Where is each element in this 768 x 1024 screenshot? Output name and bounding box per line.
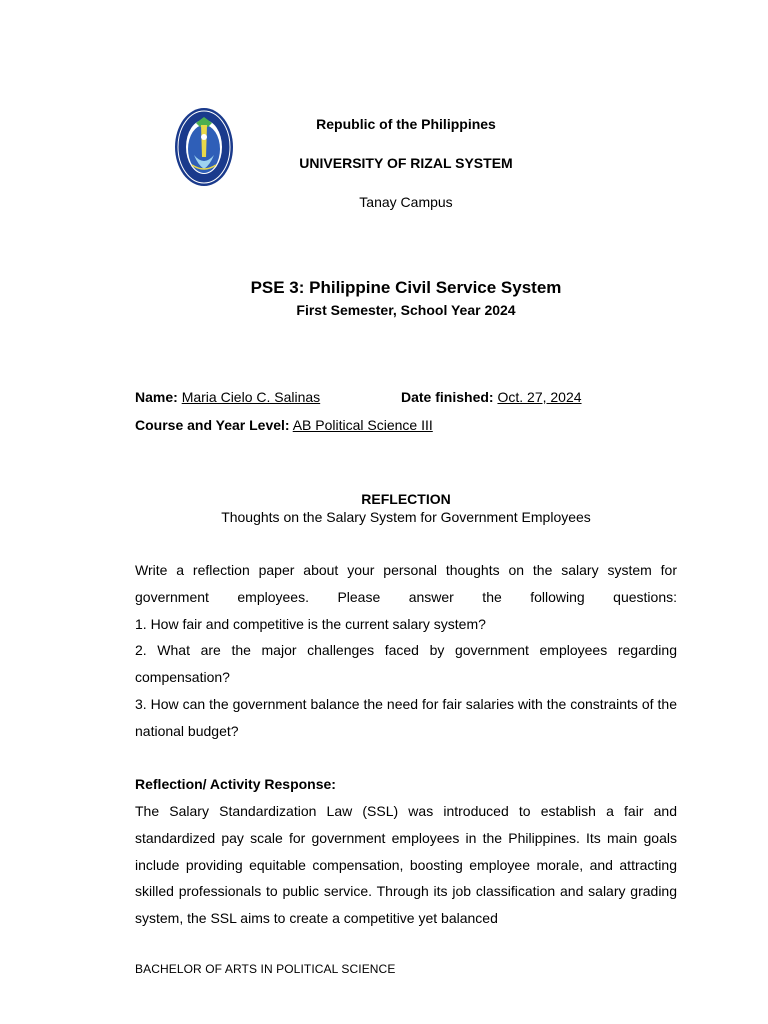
course-title: PSE 3: Philippine Civil Service System [250,278,562,297]
prompt-question: 1. How fair and competitive is the current salary system? [135,615,486,632]
prompt-question: 3. How can the government balance the need for fair salaries with the constraints of the national budget? [135,695,677,739]
university-heading: UNIVERSITY OF RIZAL SYSTEM [299,155,513,171]
course-year-label: Course and Year Level: [135,417,290,433]
prompt-intro: Write a reflection paper about your personal thoughts on the salary system for government employees. Please answer the following questions: [135,562,677,605]
course-year-value: AB Political Science III [292,417,433,433]
date-label: Date finished: [401,389,494,405]
response-heading: Reflection/ Activity Response: [135,776,336,792]
page-footer: BACHELOR OF ARTS IN POLITICAL SCIENCE [135,962,396,976]
prompt-question: 2. What are the major challenges faced by government employees regarding compensation? [135,642,677,686]
name-label: Name: [135,389,178,405]
prompt-block [135,557,677,745]
campus-heading: Tanay Campus [359,194,453,210]
date-row [401,389,582,405]
course-year-row [135,417,433,433]
date-finished: Oct. 27, 2024 [497,389,582,405]
name-row [135,389,320,405]
reflection-subheading: Thoughts on the Salary System for Government Employees [221,509,591,525]
course-term: First Semester, School Year 2024 [296,302,516,318]
country-heading: Republic of the Philippines [316,116,496,132]
reflection-heading: REFLECTION [361,491,451,507]
response-text: The Salary Standardization Law (SSL) was introduced to establish a fair and standardized pay scale for government employees in the Philippines. Its main goals include providing equitable compensation, boosting employee morale, and attracting skilled professionals to public service. Through its job classification and salary grading system, the SSL aims to create a competitive yet balanced [135,803,677,927]
student-name: Maria Cielo C. Salinas [181,389,321,405]
